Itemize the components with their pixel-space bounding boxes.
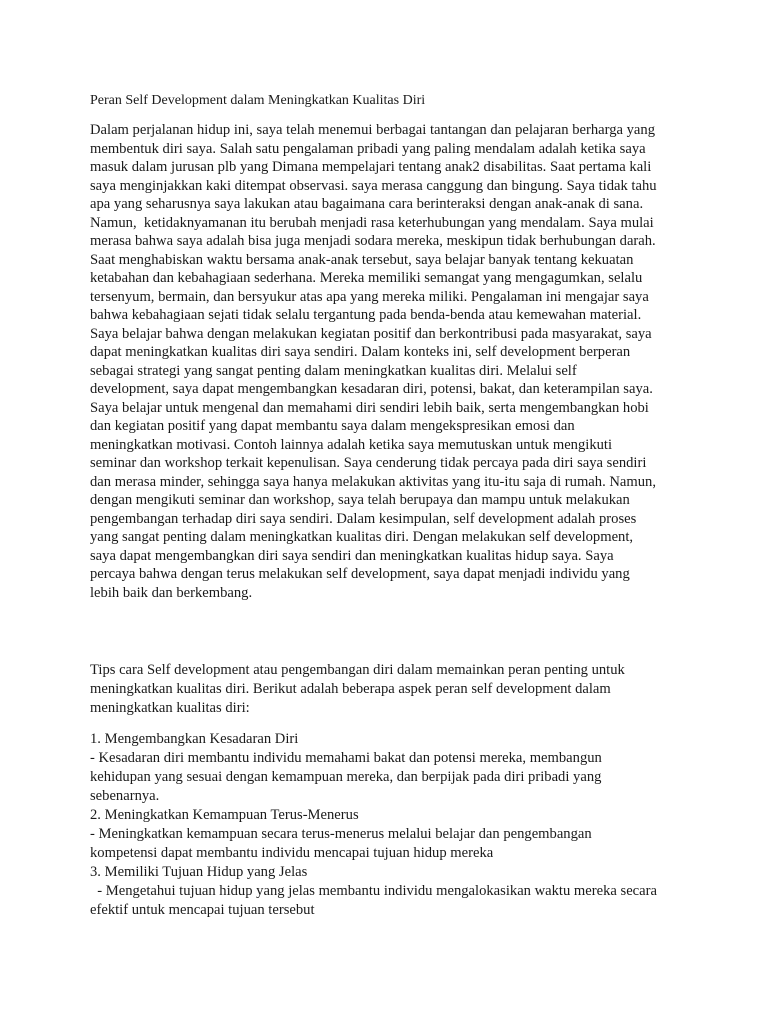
list-line: sebenarnya. [90,788,160,804]
body-paragraph [90,121,690,602]
paragraph-line: Saat menghabiskan waktu bersama anak-anak tersebut, saya belajar banyak tentang kekuatan [90,251,634,268]
paragraph-line: apa yang seharusnya saya lakukan atau bagaimana cara berinteraksi dengan anak-anak di sana. [90,196,644,212]
list-heading-3: 3. Memiliki Tujuan Hidup yang Jelas [90,864,308,880]
paragraph-line: seminar dan workshop terkait kepenulisan. Saya cenderung tidak percaya pada diri saya sendiri [90,455,647,471]
paragraph-line: Saya belajar bahwa dengan melakukan kegiatan positif dan berkontribusi pada masyarakat, saya [90,325,652,342]
paragraph-line: merasa bahwa saya adalah bisa juga menjadi sodara mereka, meskipun tidak berhubungan darah. [90,233,656,249]
list-line: - Mengetahui tujuan hidup yang jelas membantu individu mengalokasikan waktu mereka secara [90,883,657,899]
aspect-list [90,730,657,920]
tips-line: meningkatkan kualitas diri. Berikut adalah beberapa aspek peran self development dalam [90,681,611,697]
paragraph-line: membentuk diri saya. Salah satu pengalaman pribadi yang paling mendalam adalah ketika saya [90,140,646,157]
list-line: - Kesadaran diri membantu individu memahami bakat dan potensi mereka, membangun [90,750,602,766]
paragraph-line: dengan mengikuti seminar dan workshop, saya telah berupaya dan mampu untuk melakukan [90,492,630,508]
paragraph-line: dan merasa minder, sehingga saya hanya melakukan aktivitas yang itu-itu saja di rumah. Namun, [90,473,656,490]
paragraph-line: development, saya dapat mengembangkan kesadaran diri, potensi, bakat, dan keterampilan saya. [90,381,653,397]
paragraph-line: percaya bahwa dengan terus melakukan self development, saya dapat menjadi individu yang [90,566,630,582]
paragraph-line: dan kegiatan positif yang dapat membantu saya dalam mengekspresikan emosi dan [90,418,575,434]
tips-line: meningkatkan kualitas diri: [90,700,250,716]
paragraph-line: Dalam perjalanan hidup ini, saya telah menemui berbagai tantangan dan pelajaran berharga yang [90,122,656,138]
list-line: efektif untuk mencapai tujuan tersebut [90,902,315,918]
paragraph-line: dapat meningkatkan kualitas diri saya sendiri. Dalam konteks ini, self development berperan [90,344,631,360]
list-line: kehidupan yang sesuai dengan kemampuan mereka, dan berpijak pada diri pribadi yang [90,769,602,785]
tips-line: Tips cara Self development atau pengembangan diri dalam memainkan peran penting untuk [90,662,625,678]
paragraph-line: pengembangan terhadap diri saya sendiri. Dalam kesimpulan, self development adalah proses [90,510,637,527]
paragraph-line: saya menginjakkan kaki ditempat observasi. saya merasa canggung dan bingung. Saya tidak tahu [90,177,657,194]
paragraph-line: meningkatkan motivasi. Contoh lainnya adalah ketika saya memutuskan untuk mengikuti [90,436,613,453]
paragraph-line: yang sangat penting dalam meningkatkan kualitas diri. Dengan melakukan self development, [90,529,634,545]
paragraph-line: saya dapat mengembangkan diri saya sendiri dan meningkatkan kualitas hidup saya. Saya [90,547,614,564]
document-title: Peran Self Development dalam Meningkatkan Kualitas Diri [90,93,426,108]
list-heading-1: 1. Mengembangkan Kesadaran Diri [90,731,299,747]
paragraph-line: sebagai strategi yang sangat penting dalam meningkatkan kualitas diri. Melalui self [90,362,577,379]
list-line: kompetensi dapat membantu individu mencapai tujuan hidup mereka [90,845,494,861]
list-heading-2: 2. Meningkatkan Kemampuan Terus-Menerus [90,807,359,823]
paragraph-line: Saya belajar untuk mengenal dan memahami diri sendiri lebih baik, serta mengembangkan hobi [90,399,649,416]
paragraph-line: Namun, ketidaknyamanan itu berubah menjadi rasa keterhubungan yang mendalam. Saya mulai [90,214,654,231]
paragraph-line: bahwa kebahagiaan sejati tidak selalu tergantung pada benda-benda atau kemewahan material. [90,307,642,323]
paragraph-line: tersenyum, bermain, dan bersyukur atas apa yang mereka miliki. Pengalaman ini mengajar saya [90,288,649,305]
paragraph-line: masuk dalam jurusan plb yang Dimana mempelajari tentang anak2 disabilitas. Saat pertama kali [90,159,652,175]
tips-paragraph [90,661,625,718]
list-line: - Meningkatkan kemampuan secara terus-menerus melalui belajar dan pengembangan [90,826,592,842]
paragraph-line: lebih baik dan berkembang. [90,584,253,601]
paragraph-line: ketabahan dan kebahagiaan sederhana. Mereka memiliki semangat yang mengagumkan, selalu [90,270,643,286]
